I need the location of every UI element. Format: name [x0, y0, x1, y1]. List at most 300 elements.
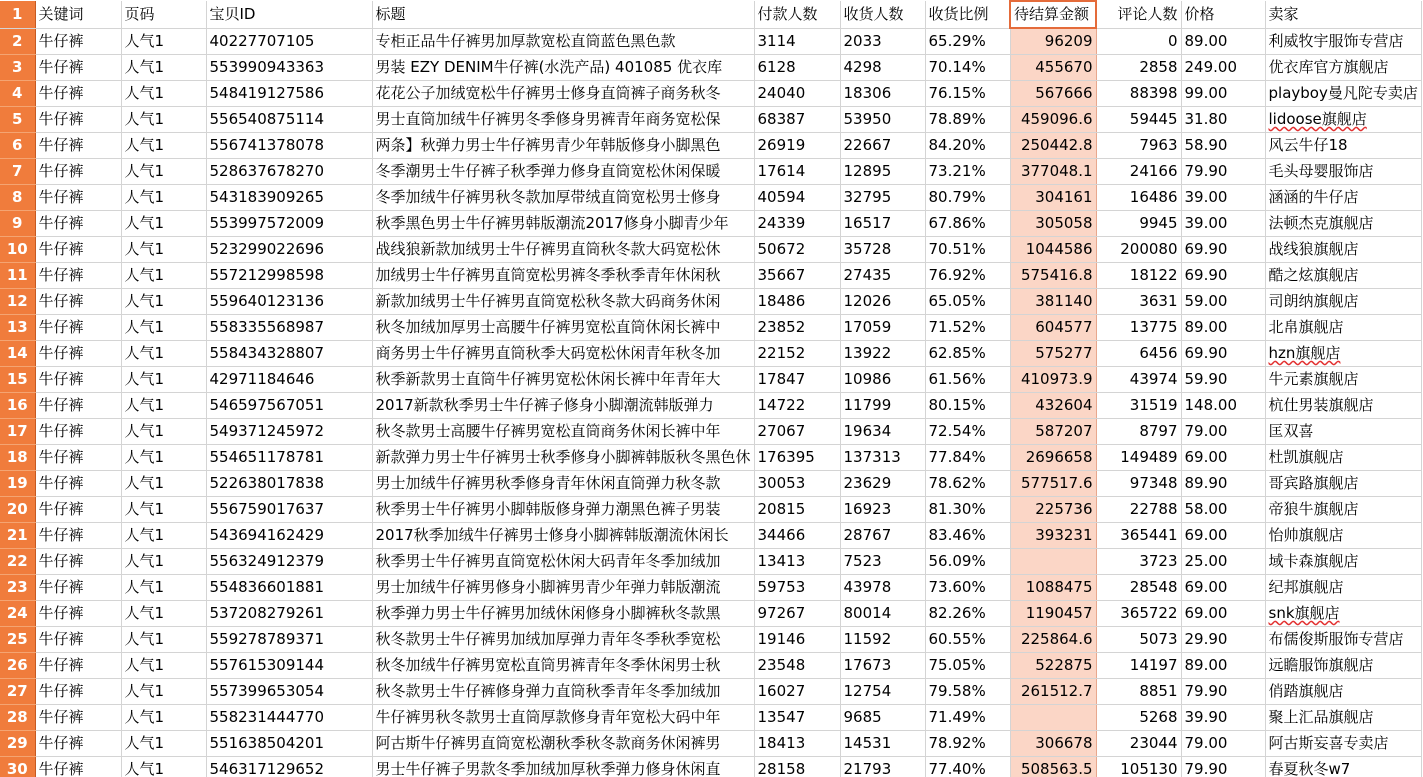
cell-pending-amount[interactable]: 567666 [1010, 81, 1096, 107]
row-number[interactable]: 9 [0, 211, 35, 237]
cell-seller[interactable]: 风云牛仔18 [1265, 133, 1421, 159]
cell-pending-amount[interactable]: 1044586 [1010, 237, 1096, 263]
cell-price[interactable]: 69.00 [1181, 601, 1265, 627]
cell-receivers[interactable]: 18306 [840, 81, 925, 107]
cell-reviewers[interactable]: 23044 [1096, 731, 1181, 757]
row-number[interactable]: 16 [0, 393, 35, 419]
cell-seller[interactable]: 战线狼旗舰店 [1265, 237, 1421, 263]
cell-seller[interactable]: 北帛旗舰店 [1265, 315, 1421, 341]
cell-pending-amount[interactable]: 575416.8 [1010, 263, 1096, 289]
cell-payers[interactable]: 24040 [754, 81, 840, 107]
header-reviewers[interactable]: 评论人数 [1096, 1, 1181, 28]
cell-page[interactable]: 人气1 [121, 575, 206, 601]
cell-reviewers[interactable]: 105130 [1096, 757, 1181, 777]
cell-title[interactable]: 新款加绒男士牛仔裤男直筒宽松秋冬款大码商务休闲 [372, 289, 754, 315]
cell-receive-ratio[interactable]: 77.40% [925, 757, 1010, 777]
cell-seller[interactable]: playboy曼凡陀专卖店 [1265, 81, 1421, 107]
cell-pending-amount[interactable]: 587207 [1010, 419, 1096, 445]
cell-pending-amount[interactable]: 459096.6 [1010, 107, 1096, 133]
cell-receive-ratio[interactable]: 78.92% [925, 731, 1010, 757]
cell-receive-ratio[interactable]: 70.14% [925, 55, 1010, 81]
cell-receivers[interactable]: 17059 [840, 315, 925, 341]
cell-item-id[interactable]: 549371245972 [206, 419, 372, 445]
row-number[interactable]: 23 [0, 575, 35, 601]
row-number[interactable]: 26 [0, 653, 35, 679]
cell-payers[interactable]: 28158 [754, 757, 840, 777]
cell-title[interactable]: 阿古斯牛仔裤男直筒宽松潮秋季秋冬款商务休闲裤男 [372, 731, 754, 757]
cell-pending-amount[interactable]: 604577 [1010, 315, 1096, 341]
cell-page[interactable]: 人气1 [121, 601, 206, 627]
cell-reviewers[interactable]: 6456 [1096, 341, 1181, 367]
cell-item-id[interactable]: 546597567051 [206, 393, 372, 419]
cell-payers[interactable]: 16027 [754, 679, 840, 705]
cell-item-id[interactable]: 523299022696 [206, 237, 372, 263]
row-number[interactable]: 20 [0, 497, 35, 523]
cell-item-id[interactable]: 558335568987 [206, 315, 372, 341]
cell-receive-ratio[interactable]: 78.89% [925, 107, 1010, 133]
cell-keyword[interactable]: 牛仔裤 [35, 601, 121, 627]
cell-price[interactable]: 31.80 [1181, 107, 1265, 133]
cell-title[interactable]: 秋冬款男士高腰牛仔裤男宽松直筒商务休闲长裤中年 [372, 419, 754, 445]
cell-reviewers[interactable]: 7963 [1096, 133, 1181, 159]
cell-page[interactable]: 人气1 [121, 28, 206, 55]
cell-price[interactable]: 99.00 [1181, 81, 1265, 107]
cell-page[interactable]: 人气1 [121, 731, 206, 757]
row-number[interactable]: 22 [0, 549, 35, 575]
cell-keyword[interactable]: 牛仔裤 [35, 419, 121, 445]
cell-reviewers[interactable]: 97348 [1096, 471, 1181, 497]
cell-page[interactable]: 人气1 [121, 133, 206, 159]
cell-reviewers[interactable]: 365441 [1096, 523, 1181, 549]
cell-receive-ratio[interactable]: 61.56% [925, 367, 1010, 393]
cell-keyword[interactable]: 牛仔裤 [35, 575, 121, 601]
cell-pending-amount[interactable]: 432604 [1010, 393, 1096, 419]
cell-title[interactable]: 男士加绒牛仔裤男秋季修身青年休闲直筒弹力秋冬款 [372, 471, 754, 497]
cell-price[interactable]: 148.00 [1181, 393, 1265, 419]
cell-payers[interactable]: 14722 [754, 393, 840, 419]
cell-payers[interactable]: 17847 [754, 367, 840, 393]
cell-receive-ratio[interactable]: 76.92% [925, 263, 1010, 289]
cell-title[interactable]: 专柜正品牛仔裤男加厚款宽松直筒蓝色黑色款 [372, 28, 754, 55]
cell-receive-ratio[interactable]: 73.21% [925, 159, 1010, 185]
cell-page[interactable]: 人气1 [121, 627, 206, 653]
cell-receive-ratio[interactable]: 70.51% [925, 237, 1010, 263]
cell-page[interactable]: 人气1 [121, 653, 206, 679]
cell-page[interactable]: 人气1 [121, 211, 206, 237]
cell-receive-ratio[interactable]: 67.86% [925, 211, 1010, 237]
cell-receivers[interactable]: 10986 [840, 367, 925, 393]
cell-keyword[interactable]: 牛仔裤 [35, 28, 121, 55]
cell-receive-ratio[interactable]: 80.15% [925, 393, 1010, 419]
cell-pending-amount[interactable]: 96209 [1010, 28, 1096, 55]
cell-payers[interactable]: 23852 [754, 315, 840, 341]
cell-seller[interactable] [1265, 341, 1421, 367]
cell-item-id[interactable]: 557399653054 [206, 679, 372, 705]
row-number[interactable]: 6 [0, 133, 35, 159]
cell-price[interactable]: 69.90 [1181, 237, 1265, 263]
cell-seller[interactable]: 毛头母婴服饰店 [1265, 159, 1421, 185]
cell-payers[interactable]: 68387 [754, 107, 840, 133]
cell-price[interactable]: 39.00 [1181, 211, 1265, 237]
cell-price[interactable]: 89.90 [1181, 471, 1265, 497]
cell-keyword[interactable]: 牛仔裤 [35, 159, 121, 185]
cell-payers[interactable]: 27067 [754, 419, 840, 445]
cell-seller[interactable]: 牛元素旗舰店 [1265, 367, 1421, 393]
cell-pending-amount[interactable]: 1088475 [1010, 575, 1096, 601]
cell-title[interactable]: 男士直筒加绒牛仔裤男冬季修身男裤青年商务宽松保 [372, 107, 754, 133]
header-pending-amount[interactable]: 待结算金额 [1010, 1, 1096, 28]
cell-receivers[interactable]: 137313 [840, 445, 925, 471]
cell-seller[interactable]: 利威牧宇服饰专营店 [1265, 28, 1421, 55]
cell-seller[interactable]: 布儒俊斯服饰专营店 [1265, 627, 1421, 653]
cell-receivers[interactable]: 27435 [840, 263, 925, 289]
cell-payers[interactable]: 26919 [754, 133, 840, 159]
cell-seller[interactable]: 酷之炫旗舰店 [1265, 263, 1421, 289]
cell-keyword[interactable]: 牛仔裤 [35, 107, 121, 133]
cell-item-id[interactable]: 556540875114 [206, 107, 372, 133]
cell-keyword[interactable]: 牛仔裤 [35, 211, 121, 237]
cell-seller[interactable]: 杜凯旗舰店 [1265, 445, 1421, 471]
cell-page[interactable]: 人气1 [121, 263, 206, 289]
cell-title[interactable]: 秋冬款男士牛仔裤修身弹力直筒秋季青年冬季加绒加 [372, 679, 754, 705]
header-keyword[interactable]: 关键词 [35, 1, 121, 28]
cell-pending-amount[interactable]: 304161 [1010, 185, 1096, 211]
row-number[interactable]: 4 [0, 81, 35, 107]
row-number[interactable]: 3 [0, 55, 35, 81]
cell-receive-ratio[interactable]: 84.20% [925, 133, 1010, 159]
cell-item-id[interactable]: 559278789371 [206, 627, 372, 653]
cell-title[interactable]: 男士牛仔裤子男款冬季加绒加厚秋季弹力修身休闲直 [372, 757, 754, 777]
row-number[interactable]: 17 [0, 419, 35, 445]
cell-price[interactable]: 79.90 [1181, 757, 1265, 777]
cell-payers[interactable]: 13413 [754, 549, 840, 575]
row-number[interactable]: 29 [0, 731, 35, 757]
cell-seller[interactable]: 俏踏旗舰店 [1265, 679, 1421, 705]
cell-item-id[interactable]: 42971184646 [206, 367, 372, 393]
cell-receive-ratio[interactable]: 62.85% [925, 341, 1010, 367]
cell-payers[interactable]: 59753 [754, 575, 840, 601]
cell-payers[interactable]: 6128 [754, 55, 840, 81]
row-number[interactable]: 25 [0, 627, 35, 653]
cell-title[interactable]: 秋季新款男士直筒牛仔裤男宽松休闲长裤中年青年大 [372, 367, 754, 393]
cell-receivers[interactable]: 32795 [840, 185, 925, 211]
cell-keyword[interactable]: 牛仔裤 [35, 549, 121, 575]
cell-receive-ratio[interactable]: 80.79% [925, 185, 1010, 211]
cell-keyword[interactable]: 牛仔裤 [35, 757, 121, 777]
cell-price[interactable]: 39.00 [1181, 185, 1265, 211]
cell-keyword[interactable]: 牛仔裤 [35, 653, 121, 679]
cell-receive-ratio[interactable]: 65.29% [925, 28, 1010, 55]
cell-reviewers[interactable]: 43974 [1096, 367, 1181, 393]
cell-seller[interactable] [1265, 601, 1421, 627]
cell-seller[interactable]: 纪邦旗舰店 [1265, 575, 1421, 601]
cell-price[interactable]: 79.90 [1181, 159, 1265, 185]
header-page[interactable]: 页码 [121, 1, 206, 28]
row-number[interactable]: 21 [0, 523, 35, 549]
cell-keyword[interactable]: 牛仔裤 [35, 679, 121, 705]
cell-title[interactable]: 男装 EZY DENIM牛仔裤(水洗产品) 401085 优衣库 [372, 55, 754, 81]
cell-title[interactable]: 秋季男士牛仔裤男直筒宽松休闲大码青年冬季加绒加 [372, 549, 754, 575]
header-item-id[interactable]: 宝贝ID [206, 1, 372, 28]
row-number[interactable]: 5 [0, 107, 35, 133]
cell-seller[interactable]: 司朗纳旗舰店 [1265, 289, 1421, 315]
cell-page[interactable]: 人气1 [121, 341, 206, 367]
cell-pending-amount[interactable]: 377048.1 [1010, 159, 1096, 185]
cell-pending-amount[interactable]: 393231 [1010, 523, 1096, 549]
cell-price[interactable]: 69.00 [1181, 575, 1265, 601]
cell-page[interactable]: 人气1 [121, 497, 206, 523]
cell-title[interactable]: 战线狼新款加绒男士牛仔裤男直筒秋冬款大码宽松休 [372, 237, 754, 263]
cell-price[interactable]: 249.00 [1181, 55, 1265, 81]
cell-receivers[interactable]: 9685 [840, 705, 925, 731]
cell-receive-ratio[interactable]: 81.30% [925, 497, 1010, 523]
cell-payers[interactable]: 19146 [754, 627, 840, 653]
cell-pending-amount[interactable]: 455670 [1010, 55, 1096, 81]
cell-item-id[interactable]: 543694162429 [206, 523, 372, 549]
cell-pending-amount[interactable]: 2696658 [1010, 445, 1096, 471]
cell-title[interactable]: 秋冬加绒加厚男士高腰牛仔裤男宽松直筒休闲长裤中 [372, 315, 754, 341]
cell-receivers[interactable]: 43978 [840, 575, 925, 601]
cell-page[interactable]: 人气1 [121, 159, 206, 185]
cell-seller[interactable]: 哥宾路旗舰店 [1265, 471, 1421, 497]
cell-receivers[interactable]: 35728 [840, 237, 925, 263]
cell-keyword[interactable]: 牛仔裤 [35, 263, 121, 289]
cell-pending-amount[interactable] [1010, 705, 1096, 731]
cell-price[interactable]: 89.00 [1181, 653, 1265, 679]
cell-receive-ratio[interactable]: 75.05% [925, 653, 1010, 679]
cell-receivers[interactable]: 2033 [840, 28, 925, 55]
cell-seller[interactable]: 帝狼牛旗舰店 [1265, 497, 1421, 523]
cell-pending-amount[interactable] [1010, 549, 1096, 575]
cell-payers[interactable]: 17614 [754, 159, 840, 185]
cell-page[interactable]: 人气1 [121, 107, 206, 133]
cell-item-id[interactable]: 554836601881 [206, 575, 372, 601]
cell-price[interactable]: 89.00 [1181, 28, 1265, 55]
cell-keyword[interactable]: 牛仔裤 [35, 705, 121, 731]
cell-keyword[interactable]: 牛仔裤 [35, 393, 121, 419]
cell-page[interactable]: 人气1 [121, 289, 206, 315]
cell-price[interactable]: 29.90 [1181, 627, 1265, 653]
cell-reviewers[interactable]: 0 [1096, 28, 1181, 55]
cell-receivers[interactable]: 23629 [840, 471, 925, 497]
cell-pending-amount[interactable]: 522875 [1010, 653, 1096, 679]
cell-reviewers[interactable]: 3631 [1096, 289, 1181, 315]
cell-reviewers[interactable]: 200080 [1096, 237, 1181, 263]
cell-pending-amount[interactable]: 410973.9 [1010, 367, 1096, 393]
cell-payers[interactable]: 18486 [754, 289, 840, 315]
cell-item-id[interactable]: 559640123136 [206, 289, 372, 315]
cell-page[interactable]: 人气1 [121, 679, 206, 705]
cell-item-id[interactable]: 558434328807 [206, 341, 372, 367]
header-title[interactable]: 标题 [372, 1, 754, 28]
cell-page[interactable]: 人气1 [121, 367, 206, 393]
row-number[interactable]: 14 [0, 341, 35, 367]
cell-item-id[interactable]: 557212998598 [206, 263, 372, 289]
cell-price[interactable]: 79.90 [1181, 679, 1265, 705]
cell-price[interactable]: 59.00 [1181, 289, 1265, 315]
row-number[interactable]: 30 [0, 757, 35, 777]
cell-keyword[interactable]: 牛仔裤 [35, 133, 121, 159]
cell-page[interactable]: 人气1 [121, 705, 206, 731]
cell-item-id[interactable]: 548419127586 [206, 81, 372, 107]
cell-title[interactable]: 新款弹力男士牛仔裤男士秋季修身小脚裤韩版秋冬黑色休 [372, 445, 754, 471]
cell-page[interactable]: 人气1 [121, 55, 206, 81]
cell-receive-ratio[interactable]: 76.15% [925, 81, 1010, 107]
cell-title[interactable]: 2017秋季加绒牛仔裤男士修身小脚裤韩版潮流休闲长 [372, 523, 754, 549]
cell-seller[interactable]: 春夏秋冬w7 [1265, 757, 1421, 777]
cell-receivers[interactable]: 7523 [840, 549, 925, 575]
cell-title[interactable]: 秋季男士牛仔裤男小脚韩版修身弹力潮黑色裤子男装 [372, 497, 754, 523]
cell-item-id[interactable]: 553990943363 [206, 55, 372, 81]
cell-keyword[interactable]: 牛仔裤 [35, 471, 121, 497]
cell-reviewers[interactable]: 59445 [1096, 107, 1181, 133]
cell-item-id[interactable]: 546317129652 [206, 757, 372, 777]
cell-keyword[interactable]: 牛仔裤 [35, 81, 121, 107]
header-seller[interactable]: 卖家 [1265, 1, 1421, 28]
cell-payers[interactable]: 40594 [754, 185, 840, 211]
cell-seller[interactable]: 聚上汇品旗舰店 [1265, 705, 1421, 731]
cell-price[interactable]: 39.90 [1181, 705, 1265, 731]
cell-receivers[interactable]: 4298 [840, 55, 925, 81]
cell-title[interactable]: 商务男士牛仔裤男直筒秋季大码宽松休闲青年秋冬加 [372, 341, 754, 367]
cell-receivers[interactable]: 14531 [840, 731, 925, 757]
cell-keyword[interactable]: 牛仔裤 [35, 315, 121, 341]
cell-pending-amount[interactable]: 225736 [1010, 497, 1096, 523]
cell-receivers[interactable]: 12026 [840, 289, 925, 315]
cell-keyword[interactable]: 牛仔裤 [35, 341, 121, 367]
cell-pending-amount[interactable]: 575277 [1010, 341, 1096, 367]
cell-reviewers[interactable]: 2858 [1096, 55, 1181, 81]
cell-pending-amount[interactable]: 261512.7 [1010, 679, 1096, 705]
cell-reviewers[interactable]: 24166 [1096, 159, 1181, 185]
cell-reviewers[interactable]: 8797 [1096, 419, 1181, 445]
cell-seller[interactable]: 远瞻服饰旗舰店 [1265, 653, 1421, 679]
cell-payers[interactable]: 34466 [754, 523, 840, 549]
cell-seller[interactable]: 怡帅旗舰店 [1265, 523, 1421, 549]
cell-receive-ratio[interactable]: 73.60% [925, 575, 1010, 601]
header-receive-ratio[interactable]: 收货比例 [925, 1, 1010, 28]
row-number[interactable]: 18 [0, 445, 35, 471]
cell-receivers[interactable]: 80014 [840, 601, 925, 627]
cell-price[interactable]: 69.90 [1181, 263, 1265, 289]
row-number[interactable]: 12 [0, 289, 35, 315]
header-payers[interactable]: 付款人数 [754, 1, 840, 28]
cell-seller[interactable] [1265, 107, 1421, 133]
cell-payers[interactable]: 176395 [754, 445, 840, 471]
cell-receivers[interactable]: 16517 [840, 211, 925, 237]
cell-keyword[interactable]: 牛仔裤 [35, 523, 121, 549]
cell-title[interactable]: 花花公子加绒宽松牛仔裤男士修身直筒裤子商务秋冬 [372, 81, 754, 107]
cell-receivers[interactable]: 11592 [840, 627, 925, 653]
cell-keyword[interactable]: 牛仔裤 [35, 627, 121, 653]
cell-pending-amount[interactable]: 305058 [1010, 211, 1096, 237]
cell-reviewers[interactable]: 3723 [1096, 549, 1181, 575]
cell-title[interactable]: 冬季潮男士牛仔裤子秋季弹力修身直筒宽松休闲保暖 [372, 159, 754, 185]
cell-receive-ratio[interactable]: 82.26% [925, 601, 1010, 627]
cell-item-id[interactable]: 556741378078 [206, 133, 372, 159]
cell-payers[interactable]: 97267 [754, 601, 840, 627]
cell-item-id[interactable]: 543183909265 [206, 185, 372, 211]
row-number[interactable]: 7 [0, 159, 35, 185]
cell-receivers[interactable]: 22667 [840, 133, 925, 159]
cell-receive-ratio[interactable]: 83.46% [925, 523, 1010, 549]
cell-keyword[interactable]: 牛仔裤 [35, 497, 121, 523]
cell-seller[interactable]: 法顿杰克旗舰店 [1265, 211, 1421, 237]
cell-reviewers[interactable]: 14197 [1096, 653, 1181, 679]
cell-pending-amount[interactable]: 508563.5 [1010, 757, 1096, 777]
cell-price[interactable]: 89.00 [1181, 315, 1265, 341]
header-receivers[interactable]: 收货人数 [840, 1, 925, 28]
cell-title[interactable]: 两条】秋弹力男士牛仔裤男青少年韩版修身小脚黑色 [372, 133, 754, 159]
cell-reviewers[interactable]: 13775 [1096, 315, 1181, 341]
cell-payers[interactable]: 35667 [754, 263, 840, 289]
cell-pending-amount[interactable]: 225864.6 [1010, 627, 1096, 653]
cell-item-id[interactable]: 551638504201 [206, 731, 372, 757]
cell-reviewers[interactable]: 5268 [1096, 705, 1181, 731]
cell-item-id[interactable]: 554651178781 [206, 445, 372, 471]
cell-page[interactable]: 人气1 [121, 549, 206, 575]
cell-price[interactable]: 69.00 [1181, 523, 1265, 549]
cell-title[interactable]: 秋季弹力男士牛仔裤男加绒休闲修身小脚裤秋冬款黑 [372, 601, 754, 627]
cell-item-id[interactable]: 522638017838 [206, 471, 372, 497]
cell-payers[interactable]: 50672 [754, 237, 840, 263]
cell-receive-ratio[interactable]: 79.58% [925, 679, 1010, 705]
cell-reviewers[interactable]: 28548 [1096, 575, 1181, 601]
cell-receive-ratio[interactable]: 71.49% [925, 705, 1010, 731]
cell-receivers[interactable]: 17673 [840, 653, 925, 679]
cell-pending-amount[interactable]: 250442.8 [1010, 133, 1096, 159]
cell-reviewers[interactable]: 9945 [1096, 211, 1181, 237]
cell-keyword[interactable]: 牛仔裤 [35, 731, 121, 757]
row-number[interactable]: 28 [0, 705, 35, 731]
cell-receive-ratio[interactable]: 65.05% [925, 289, 1010, 315]
cell-pending-amount[interactable]: 577517.6 [1010, 471, 1096, 497]
row-number[interactable]: 24 [0, 601, 35, 627]
cell-title[interactable]: 秋季黑色男士牛仔裤男韩版潮流2017修身小脚青少年 [372, 211, 754, 237]
cell-pending-amount[interactable]: 306678 [1010, 731, 1096, 757]
cell-item-id[interactable]: 553997572009 [206, 211, 372, 237]
header-price[interactable]: 价格 [1181, 1, 1265, 28]
cell-price[interactable]: 59.90 [1181, 367, 1265, 393]
cell-title[interactable]: 男士加绒牛仔裤男修身小脚裤男青少年弹力韩版潮流 [372, 575, 754, 601]
cell-receivers[interactable]: 28767 [840, 523, 925, 549]
row-number[interactable]: 1 [0, 1, 35, 28]
row-number[interactable]: 15 [0, 367, 35, 393]
cell-page[interactable]: 人气1 [121, 237, 206, 263]
cell-item-id[interactable]: 556759017637 [206, 497, 372, 523]
cell-reviewers[interactable]: 16486 [1096, 185, 1181, 211]
cell-payers[interactable]: 23548 [754, 653, 840, 679]
cell-keyword[interactable]: 牛仔裤 [35, 367, 121, 393]
cell-pending-amount[interactable]: 381140 [1010, 289, 1096, 315]
cell-receivers[interactable]: 11799 [840, 393, 925, 419]
cell-title[interactable]: 秋冬加绒牛仔裤男宽松直筒男裤青年冬季休闲男士秋 [372, 653, 754, 679]
cell-receive-ratio[interactable]: 77.84% [925, 445, 1010, 471]
cell-payers[interactable]: 22152 [754, 341, 840, 367]
cell-receive-ratio[interactable]: 78.62% [925, 471, 1010, 497]
cell-page[interactable]: 人气1 [121, 393, 206, 419]
cell-seller[interactable]: 杭仕男装旗舰店 [1265, 393, 1421, 419]
cell-price[interactable]: 79.00 [1181, 731, 1265, 757]
cell-receivers[interactable]: 19634 [840, 419, 925, 445]
cell-receive-ratio[interactable]: 60.55% [925, 627, 1010, 653]
cell-seller[interactable]: 域卡森旗舰店 [1265, 549, 1421, 575]
cell-seller[interactable]: 阿古斯妄喜专卖店 [1265, 731, 1421, 757]
cell-pending-amount[interactable]: 1190457 [1010, 601, 1096, 627]
row-number[interactable]: 27 [0, 679, 35, 705]
row-number[interactable]: 10 [0, 237, 35, 263]
cell-keyword[interactable]: 牛仔裤 [35, 55, 121, 81]
